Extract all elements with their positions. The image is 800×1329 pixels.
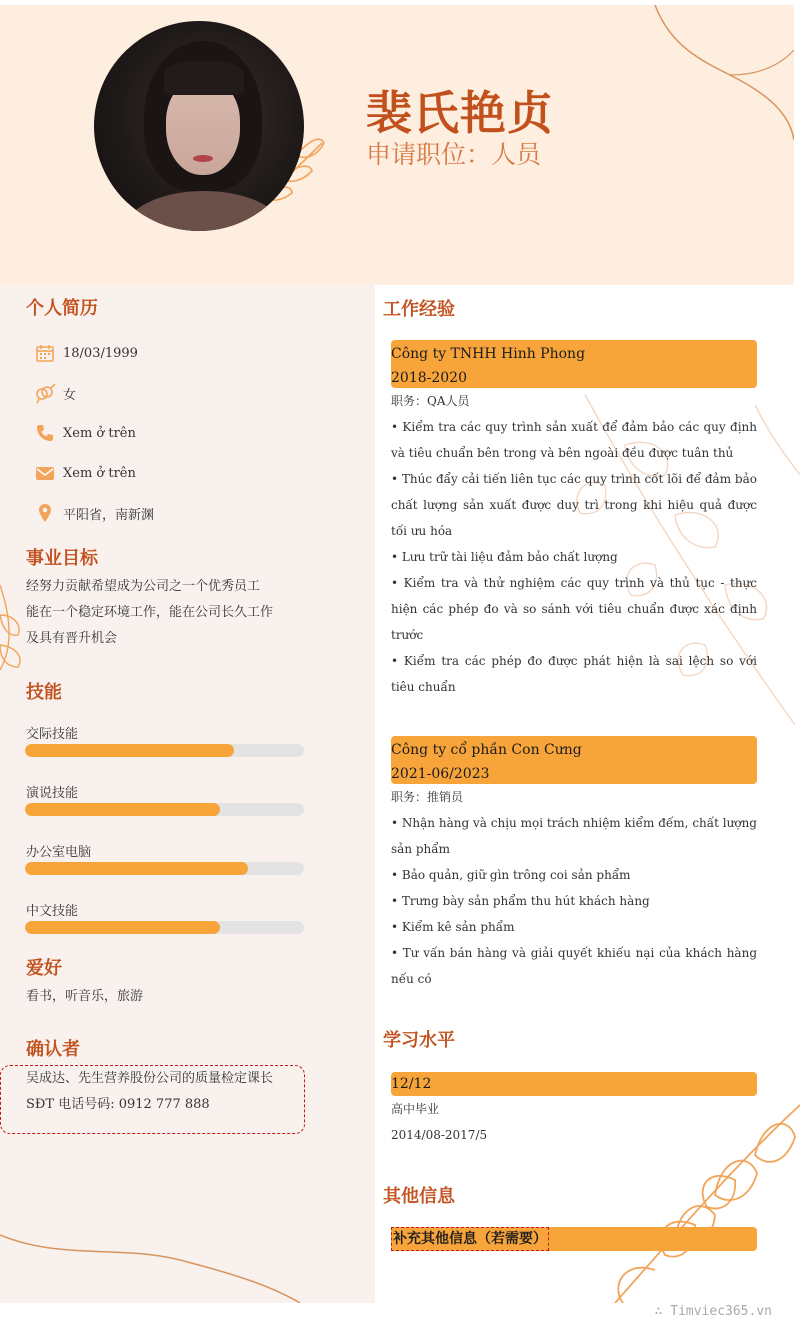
objective-section-title: 事业目标 [26, 548, 98, 569]
skill-label: 办公室电脑 [26, 845, 92, 860]
other-info-header[interactable] [391, 1227, 757, 1251]
job-duty: • Bảo quản, giữ gìn trông coi sản phẩm [391, 868, 631, 882]
reference-phone: SĐT 电话号码: 0912 777 888 [26, 1097, 210, 1112]
phone-row [34, 421, 136, 445]
objective-line: 及具有晋升机会 [26, 631, 118, 646]
reference-text [26, 1066, 273, 1118]
skill-bar-fill [25, 803, 220, 816]
hobbies-text: 看书，听音乐，旅游 [26, 989, 144, 1004]
job-company: Công ty cổ phần Con Cưng [391, 742, 582, 758]
skill-bar-fill [25, 921, 220, 934]
job-duty: • Tư vấn bán hàng và giải quyết khiếu nại của khách hàng nếu có [391, 946, 757, 986]
objective-line: 经努力贡献希望成为公司之一个优秀员工 [26, 579, 261, 594]
objective-line: 能在一个稳定环境工作，能在公司长久工作 [26, 605, 274, 620]
other-section-title: 其他信息 [383, 1186, 455, 1207]
objective-text [26, 574, 273, 652]
right-column [375, 285, 800, 1303]
job-period: 2018-2020 [391, 370, 467, 386]
education-section-title: 学习水平 [383, 1030, 455, 1051]
gender-value: 女 [63, 387, 77, 403]
location-pin-icon [34, 502, 56, 524]
job-header [391, 340, 757, 388]
candidate-name: 裴氏艳贞 [366, 86, 554, 140]
job-role: 职务：推销员 [391, 790, 464, 804]
phone-value: Xem ở trên [63, 425, 136, 441]
gender-icon [34, 382, 56, 404]
job-role: 职务：QA人员 [391, 394, 470, 408]
job-duty: • Kiểm kê sản phẩm [391, 920, 515, 934]
skill-label: 中文技能 [26, 904, 79, 919]
gender-row [34, 381, 76, 405]
skill-bar-fill [25, 744, 234, 757]
education-period: 2014/08-2017/5 [391, 1128, 488, 1142]
hobbies-section-title: 爱好 [26, 958, 62, 979]
phone-icon [34, 422, 56, 444]
job-period: 2021-06/2023 [391, 766, 490, 782]
job-duty: • Kiểm tra các phép đo được phát hiện là sai lệch so với tiêu chuẩn [391, 654, 757, 694]
email-value: Xem ở trên [63, 465, 136, 481]
job-duty: • Kiểm tra các quy trình sản xuất để đảm bảo các quy định và tiêu chuẩn bên trong và bên ngoài đều được tuân thủ [391, 420, 757, 460]
skill-bar [25, 921, 304, 934]
reference-line: 吴成达、先生营养股份公司的质量检定课长 [26, 1071, 274, 1086]
profile-section-title: 个人简历 [26, 298, 98, 319]
other-info-placeholder[interactable]: 补充其他信息（若需要） [391, 1227, 549, 1251]
address-row [34, 501, 154, 525]
applied-position: 申请职位：人员 [366, 140, 542, 169]
skill-label: 交际技能 [26, 727, 79, 742]
left-column [0, 285, 375, 1303]
email-row [34, 461, 136, 485]
job-details [391, 784, 757, 992]
job-company: Công ty TNHH Hinh Phong [391, 346, 586, 362]
reference-section-title: 确认者 [26, 1039, 80, 1060]
job-duty: • Lưu trữ tài liệu đảm bảo chất lượng [391, 550, 618, 564]
skill-bar [25, 862, 304, 875]
birthdate-value: 18/03/1999 [63, 345, 138, 361]
skill-bar [25, 803, 304, 816]
education-header: 12/12 [391, 1072, 757, 1096]
address-value: 平阳省，南新渊 [63, 507, 155, 523]
skill-label: 演说技能 [26, 786, 79, 801]
experience-section-title: 工作经验 [383, 299, 455, 320]
job-duty: • Trưng bày sản phẩm thu hút khách hàng [391, 894, 650, 908]
skills-section-title: 技能 [26, 682, 62, 703]
skill-bar [25, 744, 304, 757]
job-duty: • Nhận hàng và chịu mọi trách nhiệm kiểm đếm, chất lượng sản phẩm [391, 816, 757, 856]
profile-photo [94, 21, 304, 231]
calendar-icon [34, 342, 56, 364]
education-details [391, 1096, 757, 1148]
job-duty: • Thúc đẩy cải tiến liên tục các quy trình cốt lõi để đảm bảo chất lượng sản xuất được duy trì trong khi hiệu quả được tối ưu hóa [391, 472, 757, 538]
cv-header [0, 5, 794, 285]
education-desc: 高中毕业 [391, 1102, 440, 1116]
email-icon [34, 462, 56, 484]
site-watermark: ∴ Timviec365.vn [654, 1304, 772, 1319]
birthdate-row [34, 341, 138, 365]
skill-bar-fill [25, 862, 248, 875]
job-details [391, 388, 757, 700]
job-duty: • Kiểm tra và thử nghiệm các quy trình và thủ tục - thực hiện các phép đo và so sánh với tiêu chuẩn được xác định trước [391, 576, 757, 642]
job-header [391, 736, 757, 784]
